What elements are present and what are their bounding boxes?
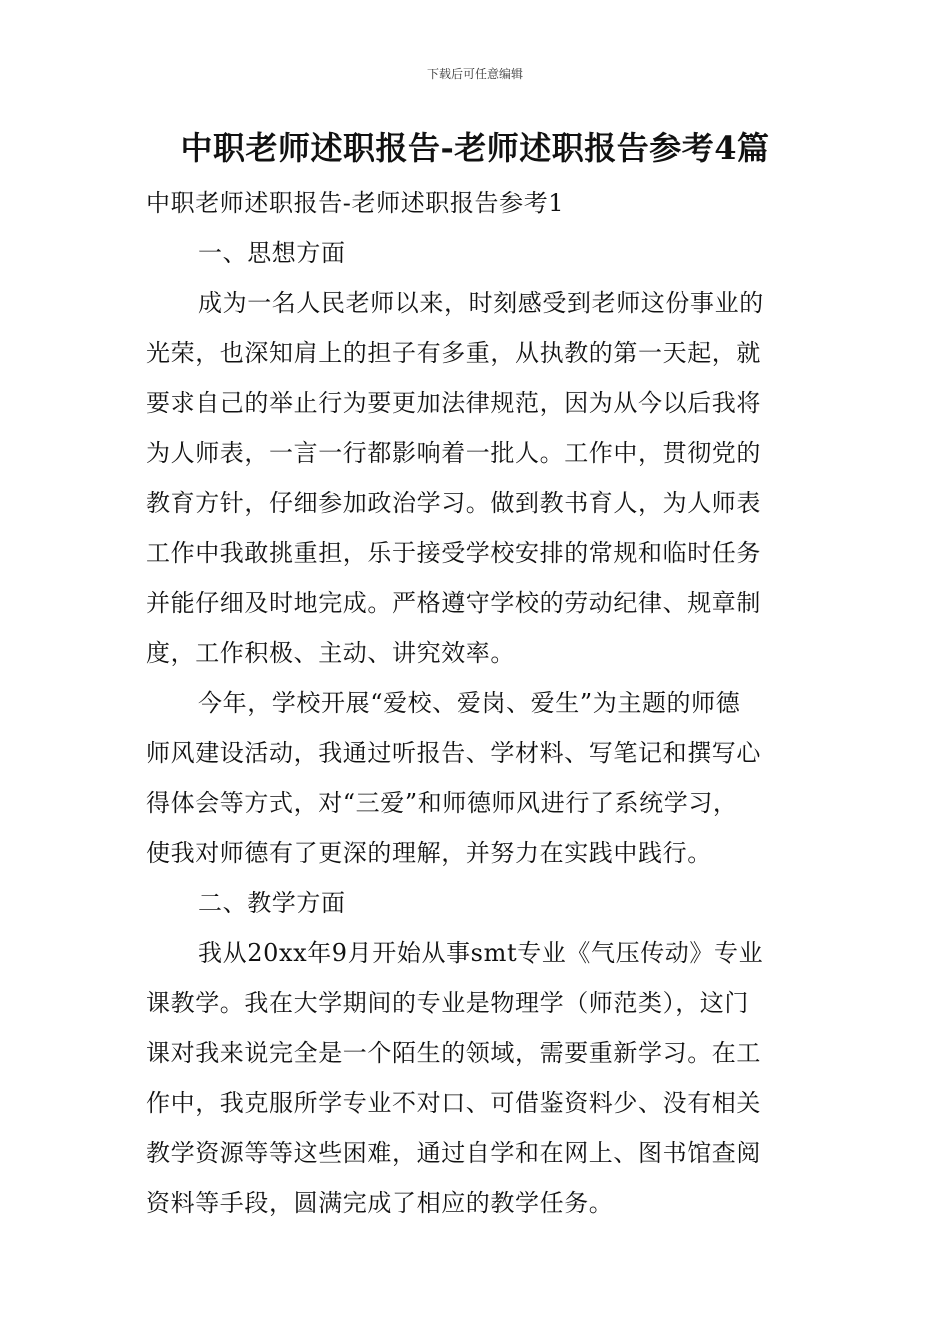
paragraph-line: 课对我来说完全是一个陌生的领域，需要重新学习。在工 [146,1039,761,1067]
paragraph-line: 课教学。我在大学期间的专业是物理学（师范类），这门 [146,989,749,1017]
section-heading-thought: 一、思想方面 [198,239,346,267]
paragraph-line: 度，工作积极、主动、讲究效率。 [146,639,515,667]
section-heading-teaching: 二、教学方面 [198,889,346,917]
paragraph-line: 师风建设活动，我通过听报告、学材料、写笔记和撰写心 [146,739,761,767]
paragraph-line: 得体会等方式，对“三爱”和师德师风进行了系统学习， [146,789,738,817]
paragraph-line: 光荣，也深知肩上的担子有多重，从执教的第一天起，就 [146,339,761,367]
paragraph-line: 为人师表，一言一行都影响着一批人。工作中，贯彻党的 [146,439,761,467]
paragraph-teaching-1 [146,928,810,1228]
paragraph-line: 教学资源等等这些困难，通过自学和在网上、图书馆查阅 [146,1139,761,1167]
document-subtitle: 中职老师述职报告-老师述职报告参考1 [146,189,565,217]
paragraph-line: 资料等手段，圆满完成了相应的教学任务。 [146,1189,614,1217]
paragraph-line: 并能仔细及时地完成。严格遵守学校的劳动纪律、规章制 [146,589,761,617]
document-body [146,178,810,1228]
paragraph-line: 作中，我克服所学专业不对口、可借鉴资料少、没有相关 [146,1089,761,1117]
paragraph-line: 工作中我敢挑重担，乐于接受学校安排的常规和临时任务 [146,539,761,567]
document-title: 中职老师述职报告-老师述职报告参考4篇 [180,129,770,167]
paragraph-thought-1 [146,278,810,678]
paragraph-line: 要求自己的举止行为要更加法律规范，因为从今以后我将 [146,389,761,417]
paragraph-line: 使我对师德有了更深的理解，并努力在实践中践行。 [146,839,712,867]
paragraph-line: 今年，学校开展“爱校、爱岗、爱生”为主题的师德 [198,689,741,717]
paragraph-line: 教育方针，仔细参加政治学习。做到教书育人，为人师表 [146,489,761,517]
paragraph-line: 成为一名人民老师以来，时刻感受到老师这份事业的 [198,289,764,317]
header-note: 下载后可任意编辑 [426,67,523,81]
paragraph-line: 我从20xx年9月开始从事smt专业《气压传动》专业 [198,939,764,967]
paragraph-thought-2 [146,678,810,878]
